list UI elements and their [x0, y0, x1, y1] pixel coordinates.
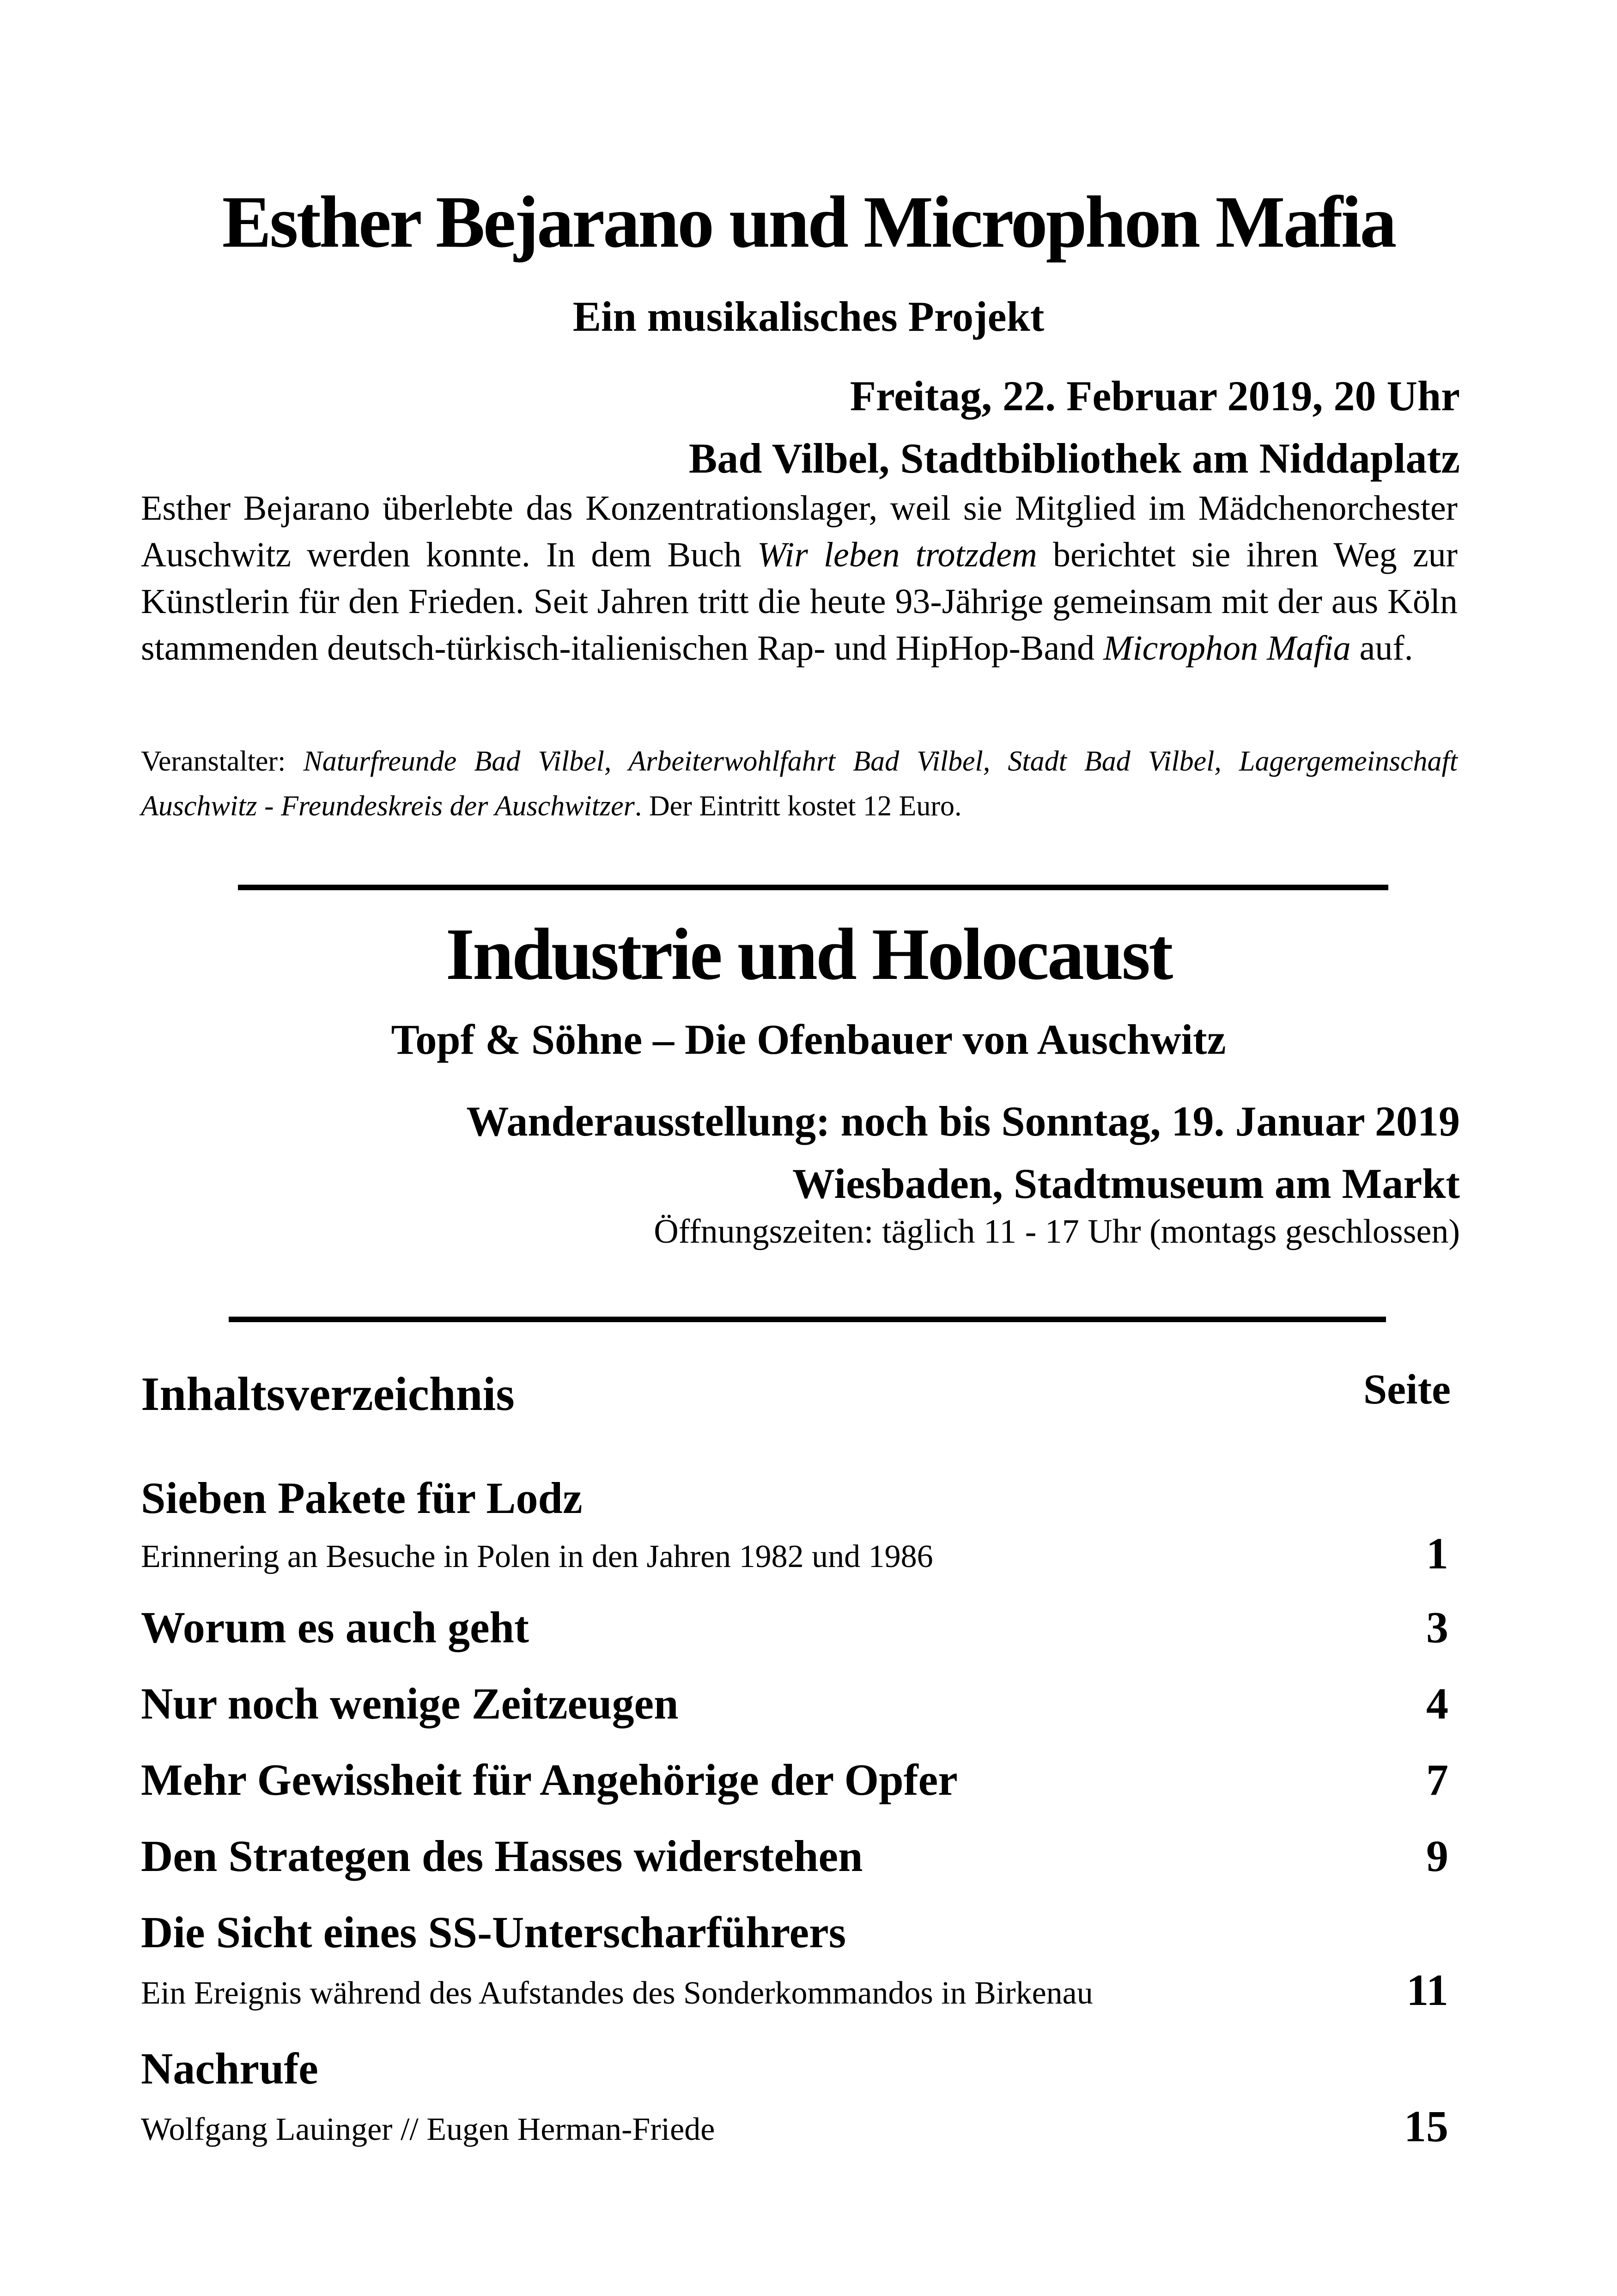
toc-entry-title: Nachrufe — [141, 2044, 318, 2093]
organizer-label: Veranstalter: — [141, 746, 304, 777]
event1-venue: Bad Vilbel, Stadtbibliothek am Niddaplatz — [688, 435, 1460, 482]
section-divider-1 — [238, 885, 1388, 890]
admission-info: . Der Eintritt kostet 12 Euro. — [634, 790, 962, 822]
section-divider-2 — [229, 1317, 1386, 1322]
event1-description — [141, 485, 1458, 672]
event1-organizers — [141, 739, 1458, 829]
event2-venue: Wiesbaden, Stadtmuseum am Markt — [792, 1160, 1460, 1207]
toc-entry-title: Nur noch wenige Zeitzeugen — [141, 1679, 679, 1728]
toc-entry-title: Den Strategen des Hasses widerstehen — [141, 1831, 863, 1881]
toc-entry-title: Mehr Gewissheit für Angehörige der Opfer — [141, 1755, 958, 1804]
event2-title: Industrie und Holocaust — [445, 913, 1172, 995]
event1-subtitle: Ein musikalisches Projekt — [572, 293, 1045, 340]
toc-entry-subtitle: Wolfgang Lauinger // Eugen Herman-Friede — [141, 2112, 715, 2147]
event1-desc-text-3: auf. — [1350, 629, 1413, 668]
toc-entry-subtitle: Erinnering an Besuche in Polen in den Jahren 1982 und 1986 — [141, 1539, 933, 1574]
toc-entry-title: Worum es auch geht — [141, 1603, 529, 1652]
event2-opening-hours: Öffnungszeiten: täglich 11 - 17 Uhr (montags geschlossen) — [654, 1213, 1460, 1251]
toc-entry-title: Die Sicht eines SS-Unterscharführers — [141, 1907, 846, 1957]
toc-entry-page: 4 — [1426, 1679, 1448, 1728]
event2-date: Wanderausstellung: noch bis Sonntag, 19. Januar 2019 — [466, 1098, 1460, 1145]
event1-book-title: Wir leben trotzdem — [757, 535, 1037, 574]
event1-desc-text-1: Esther Bejarano überlebte das Konzentrationslager, weil sie Mitglied im Mädchenorchester Auschwitz werden konnte. In dem Buch — [141, 489, 1458, 574]
toc-entry-subtitle: Ein Ereignis während des Aufstandes des Sonderkommandos in Birkenau — [141, 1975, 1093, 2011]
toc-entry-page: 15 — [1404, 2102, 1448, 2151]
event1-date: Freitag, 22. Februar 2019, 20 Uhr — [850, 372, 1460, 419]
event1-band-name: Microphon Mafia — [1103, 629, 1351, 668]
toc-entry-page: 11 — [1406, 1965, 1448, 2015]
toc-entry-page: 7 — [1426, 1755, 1448, 1804]
toc-entry-page: 9 — [1426, 1831, 1448, 1881]
toc-heading: Inhaltsverzeichnis — [141, 1367, 515, 1421]
toc-page-column-label: Seite — [1363, 1366, 1451, 1413]
event1-desc-text-2: berichtet sie ihren Weg zur Künstlerin für den Frieden. Seit Jahren tritt die heute 93-Jährige gemeinsam mit der aus Köln stammenden deutsch-türkisch-italienischen Rap- und HipHop-Band — [141, 535, 1458, 668]
toc-entry-page: 3 — [1426, 1603, 1448, 1652]
event2-subtitle: Topf & Söhne – Die Ofenbauer von Auschwitz — [391, 1016, 1226, 1063]
organizer-list: Naturfreunde Bad Vilbel, Arbeiterwohlfahrt Bad Vilbel, Stadt Bad Vilbel, Lagergemeinschaft Auschwitz - Freundeskreis der Auschwitzer — [141, 746, 1458, 822]
toc-entry-title: Sieben Pakete für Lodz — [141, 1473, 583, 1523]
event1-title: Esther Bejarano und Microphon Mafia — [222, 181, 1395, 263]
toc-entry-page: 1 — [1426, 1529, 1448, 1578]
